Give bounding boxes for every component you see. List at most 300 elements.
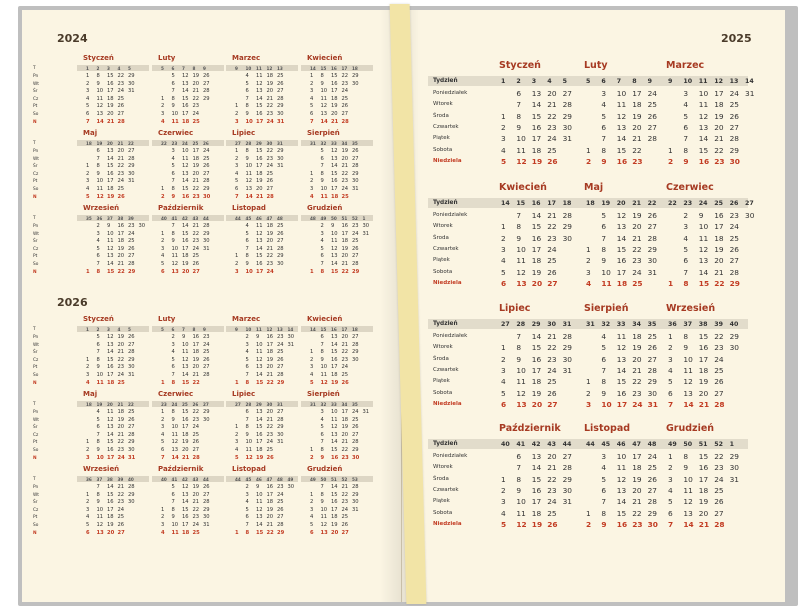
- day-label: N: [33, 455, 37, 461]
- day-cell: 28: [203, 372, 210, 378]
- day-cell: 1: [310, 268, 314, 275]
- day-cell: 5: [235, 178, 239, 185]
- day-cell: 8: [683, 145, 689, 155]
- week-number: 7: [182, 326, 185, 332]
- day-cell: 11: [96, 186, 104, 192]
- day-cell: 20: [107, 111, 114, 117]
- day-cell: 23: [192, 514, 200, 521]
- day-cell: 3: [310, 186, 314, 192]
- day-cell: 17: [698, 474, 709, 484]
- day-cell: 21: [341, 439, 349, 446]
- week-number: 34: [341, 401, 348, 407]
- day-cell: 14: [256, 416, 263, 423]
- day-cell: 27: [729, 256, 739, 266]
- day-cell: 23: [547, 485, 557, 495]
- week-number: 9: [235, 65, 238, 71]
- day-cell: 9: [516, 122, 522, 132]
- day-cell: 6: [516, 89, 522, 98]
- day-cell: 23: [632, 519, 643, 529]
- day-cell: 3: [310, 364, 314, 371]
- day-cell: 10: [683, 474, 693, 484]
- week-number: 33: [331, 401, 337, 407]
- day-cell: 15: [182, 230, 189, 237]
- day-label: N: [33, 530, 37, 536]
- month-title: Maj: [83, 390, 98, 398]
- day-cell: 4: [171, 155, 175, 162]
- week-number: 38: [117, 215, 124, 221]
- day-cell: 8: [96, 163, 100, 170]
- day-cell: 3: [86, 88, 90, 95]
- month-title: Sierpień: [584, 303, 629, 314]
- day-cell: 25: [128, 238, 135, 245]
- day-cell: 1: [310, 491, 314, 498]
- day-cell: 16: [331, 454, 339, 461]
- day-cell: 20: [117, 341, 125, 348]
- day-cell: 9: [96, 447, 100, 453]
- day-cell: 9: [171, 103, 175, 110]
- day-cell: 14: [182, 372, 189, 378]
- day-cell: 28: [128, 431, 135, 438]
- day-cell: 1: [586, 508, 591, 518]
- day-label: Wt: [33, 417, 39, 423]
- day-cell: 7: [245, 522, 249, 528]
- day-cell: 20: [266, 514, 274, 521]
- day-cell: 16: [616, 256, 627, 266]
- day-cell: 24: [341, 506, 349, 513]
- week-number: 2: [96, 326, 100, 332]
- day-cell: 15: [256, 379, 264, 386]
- day-cell: 4: [310, 372, 314, 378]
- day-cell: 17: [266, 491, 274, 498]
- day-cell: 20: [341, 334, 349, 340]
- day-cell: 14: [616, 233, 627, 243]
- day-cell: 13: [320, 529, 328, 536]
- day-cell: 17: [182, 245, 189, 252]
- day-cell: 30: [128, 80, 135, 87]
- day-cell: 6: [683, 256, 689, 266]
- day-cell: 18: [182, 118, 190, 125]
- week-number: 16: [331, 326, 337, 332]
- day-cell: 2: [310, 356, 314, 363]
- day-cell: 25: [547, 377, 557, 387]
- day-cell: 17: [182, 111, 189, 117]
- day-label: Niedziela: [433, 157, 462, 164]
- day-cell: 7: [171, 372, 175, 378]
- day-cell: 9: [245, 111, 249, 117]
- day-cell: 29: [128, 491, 135, 498]
- day-cell: 14: [331, 439, 338, 446]
- week-number: 36: [86, 476, 92, 482]
- day-cell: 23: [714, 156, 725, 166]
- day-cell: 27: [128, 148, 135, 154]
- day-cell: 20: [698, 388, 709, 398]
- day-cell: 26: [192, 439, 200, 446]
- day-cell: 3: [96, 230, 100, 237]
- day-cell: 11: [96, 379, 104, 386]
- day-cell: 18: [266, 73, 274, 79]
- day-cell: 6: [86, 529, 90, 536]
- day-cell: 13: [107, 148, 114, 154]
- month-title: Lipiec: [499, 303, 531, 314]
- week-number: 49: [668, 440, 677, 448]
- day-cell: 30: [647, 388, 657, 398]
- week-number: 40: [501, 440, 510, 448]
- day-cell: 13: [698, 256, 709, 266]
- day-cell: 4: [96, 409, 100, 415]
- week-number: 2: [96, 65, 100, 71]
- day-cell: 20: [256, 186, 263, 192]
- day-cell: 14: [182, 223, 189, 229]
- day-cell: 23: [729, 211, 739, 220]
- day-cell: 23: [117, 447, 125, 453]
- week-number: 29: [256, 401, 262, 407]
- day-cell: 25: [729, 100, 739, 110]
- day-cell: 27: [277, 514, 284, 521]
- day-label: Pn: [33, 410, 39, 415]
- day-cell: 8: [683, 452, 689, 461]
- day-cell: 2: [668, 343, 673, 353]
- day-label: Sobota: [433, 509, 453, 516]
- month-title: Styczeń: [499, 60, 541, 71]
- day-cell: 22: [192, 506, 200, 513]
- day-cell: 18: [714, 100, 724, 110]
- week-number: 31: [277, 140, 283, 146]
- day-cell: 22: [192, 230, 200, 237]
- day-cell: 6: [245, 514, 249, 521]
- day-cell: 25: [277, 349, 284, 356]
- week-number: 18: [352, 326, 358, 332]
- day-cell: 26: [341, 103, 349, 110]
- day-cell: 7: [516, 463, 522, 473]
- week-number: 11: [698, 77, 708, 85]
- day-cell: 27: [352, 334, 359, 340]
- day-cell: 6: [320, 155, 324, 162]
- day-cell: 11: [683, 485, 693, 495]
- day-cell: 11: [601, 278, 612, 288]
- month-title: Lipiec: [232, 129, 256, 137]
- week-number: 33: [616, 320, 626, 328]
- day-cell: 23: [192, 238, 200, 245]
- day-cell: 17: [331, 506, 338, 513]
- day-cell: 4: [320, 416, 324, 423]
- day-cell: 12: [683, 497, 693, 507]
- day-label: N: [33, 269, 37, 275]
- day-cell: 3: [601, 452, 607, 461]
- day-cell: 9: [698, 211, 704, 220]
- day-cell: 26: [277, 356, 284, 363]
- day-cell: 21: [192, 178, 200, 185]
- day-cell: 14: [256, 522, 263, 528]
- day-cell: 5: [245, 356, 249, 363]
- day-cell: 27: [128, 341, 135, 348]
- day-cell: 19: [714, 111, 724, 121]
- day-cell: 11: [107, 409, 114, 415]
- week-number: 7: [182, 65, 185, 71]
- day-cell: 18: [182, 253, 189, 260]
- day-cell: 21: [547, 332, 557, 341]
- day-cell: 23: [266, 431, 274, 438]
- day-cell: 24: [714, 474, 724, 484]
- day-cell: 19: [266, 506, 274, 513]
- month-title: Styczeń: [83, 54, 114, 62]
- day-cell: 30: [562, 122, 572, 132]
- day-cell: 24: [203, 148, 210, 154]
- day-cell: 21: [547, 463, 557, 473]
- day-cell: 20: [192, 364, 200, 371]
- day-cell: 30: [128, 499, 135, 506]
- day-cell: 24: [128, 230, 135, 237]
- day-cell: 4: [235, 447, 239, 453]
- day-cell: 28: [203, 223, 210, 229]
- day-cell: 24: [192, 522, 200, 528]
- day-cell: 24: [729, 222, 739, 232]
- day-cell: 8: [516, 474, 522, 484]
- day-cell: 29: [729, 278, 740, 288]
- day-cell: 6: [235, 186, 239, 192]
- day-cell: 13: [616, 485, 627, 495]
- day-cell: 2: [161, 416, 165, 423]
- week-number: 40: [161, 215, 167, 221]
- day-cell: 15: [331, 447, 338, 453]
- day-cell: 14: [107, 155, 114, 162]
- day-cell: 28: [277, 372, 284, 378]
- week-number: 9: [647, 77, 652, 85]
- week-number: 50: [320, 476, 327, 482]
- day-cell: 7: [320, 439, 324, 446]
- day-cell: 10: [256, 341, 263, 348]
- day-cell: 10: [256, 491, 263, 498]
- day-label: Pn: [33, 224, 39, 229]
- day-cell: 8: [516, 111, 522, 121]
- day-cell: 1: [310, 447, 314, 453]
- day-cell: 5: [245, 80, 249, 87]
- day-cell: 14: [182, 178, 189, 185]
- day-cell: 16: [531, 122, 542, 132]
- day-label: Cz: [33, 507, 39, 513]
- day-cell: 9: [320, 454, 325, 461]
- day-cell: 1: [235, 148, 239, 154]
- day-cell: 12: [96, 193, 104, 200]
- day-cell: 6: [601, 122, 607, 132]
- day-cell: 27: [647, 354, 657, 364]
- day-cell: 18: [192, 155, 200, 162]
- day-label: So: [33, 187, 39, 192]
- day-cell: 17: [107, 506, 114, 513]
- day-cell: 1: [668, 278, 674, 288]
- day-cell: 8: [245, 148, 249, 154]
- day-cell: 31: [562, 497, 572, 507]
- day-cell: 4: [601, 332, 607, 341]
- day-cell: 24: [203, 341, 210, 348]
- day-cell: 12: [698, 111, 709, 121]
- day-cell: 26: [192, 261, 200, 267]
- day-cell: 2: [310, 454, 314, 461]
- week-number: 46: [256, 215, 262, 221]
- day-cell: 6: [96, 341, 100, 348]
- day-cell: 10: [683, 354, 693, 364]
- day-label: Pn: [33, 485, 39, 490]
- day-cell: 28: [277, 245, 284, 252]
- day-cell: 25: [714, 365, 724, 375]
- month-title: Sierpień: [307, 129, 340, 137]
- day-cell: 7: [96, 349, 100, 356]
- day-cell: 12: [616, 474, 627, 484]
- day-cell: 24: [192, 111, 200, 117]
- day-cell: 19: [632, 211, 642, 220]
- day-cell: 21: [632, 233, 642, 243]
- week-number: 24: [182, 140, 188, 146]
- day-cell: 16: [266, 484, 274, 490]
- right-page: [402, 10, 785, 602]
- day-cell: 17: [266, 341, 274, 348]
- day-cell: 14: [182, 88, 189, 95]
- day-cell: 16: [107, 499, 114, 506]
- day-cell: 21: [192, 223, 200, 229]
- day-cell: 31: [277, 163, 284, 170]
- day-cell: 19: [331, 103, 338, 110]
- day-cell: 7: [171, 88, 175, 95]
- day-cell: 5: [96, 245, 100, 252]
- day-cell: 23: [632, 388, 642, 398]
- week-number: 37: [683, 320, 693, 328]
- day-cell: 22: [547, 343, 557, 353]
- month-title: Luty: [158, 54, 176, 62]
- day-cell: 22: [266, 529, 274, 536]
- day-label: T: [33, 65, 36, 71]
- day-cell: 21: [117, 431, 125, 438]
- day-cell: 6: [96, 148, 100, 154]
- week-number: 3: [531, 77, 537, 85]
- day-cell: 19: [698, 377, 709, 387]
- day-cell: 18: [117, 238, 125, 245]
- day-cell: 2: [310, 178, 314, 185]
- day-label: T: [33, 476, 36, 482]
- day-cell: 27: [277, 409, 284, 415]
- day-label: Piątek: [433, 378, 450, 385]
- day-cell: 4: [320, 238, 324, 245]
- day-cell: 14: [107, 431, 114, 438]
- week-number: 25: [192, 140, 199, 146]
- day-cell: 12: [320, 379, 328, 386]
- day-cell: 21: [266, 416, 274, 423]
- day-cell: 23: [341, 80, 349, 87]
- week-number: 50: [331, 215, 337, 221]
- day-cell: 25: [632, 278, 643, 288]
- day-cell: 17: [531, 365, 542, 375]
- day-cell: 7: [171, 499, 175, 506]
- day-cell: 1: [161, 95, 165, 102]
- day-label: Sobota: [433, 146, 453, 153]
- day-cell: 19: [698, 497, 709, 507]
- day-cell: 9: [245, 431, 249, 438]
- day-cell: 9: [245, 155, 249, 162]
- day-cell: 8: [96, 73, 100, 79]
- day-cell: 30: [647, 256, 657, 266]
- day-cell: 22: [266, 253, 274, 260]
- day-cell: 20: [266, 88, 274, 95]
- day-cell: 29: [277, 424, 284, 431]
- week-number: 8: [192, 65, 196, 71]
- day-cell: 12: [96, 522, 104, 528]
- day-cell: 2: [320, 223, 324, 229]
- day-cell: 14: [616, 365, 627, 375]
- day-cell: 19: [266, 356, 274, 363]
- day-cell: 24: [632, 267, 642, 277]
- day-cell: 13: [331, 431, 338, 438]
- day-cell: 24: [647, 89, 657, 98]
- week-number: 9: [203, 65, 206, 71]
- day-cell: 2: [86, 80, 90, 87]
- day-cell: 21: [331, 118, 339, 125]
- day-cell: 21: [714, 267, 724, 277]
- day-cell: 25: [352, 416, 359, 423]
- day-cell: 11: [171, 529, 179, 536]
- day-cell: 20: [331, 111, 338, 117]
- day-cell: 27: [547, 278, 558, 288]
- day-cell: 4: [245, 223, 249, 229]
- day-cell: 12: [516, 156, 527, 166]
- week-number: 27: [203, 401, 209, 407]
- week-number: 26: [203, 140, 209, 146]
- day-cell: 11: [171, 253, 179, 260]
- day-cell: 19: [192, 73, 200, 79]
- day-cell: 30: [203, 238, 210, 245]
- day-cell: 2: [235, 155, 239, 162]
- day-cell: 28: [352, 439, 359, 446]
- day-cell: 17: [331, 186, 338, 192]
- day-cell: 14: [331, 341, 338, 348]
- day-label: So: [33, 112, 39, 117]
- day-cell: 2: [586, 156, 592, 166]
- day-cell: 3: [161, 522, 165, 528]
- day-cell: 9: [601, 388, 607, 398]
- day-cell: 9: [182, 334, 186, 340]
- day-cell: 12: [256, 506, 263, 513]
- month-title: Kwiecień: [307, 315, 343, 323]
- month-title: Lipiec: [232, 390, 256, 398]
- day-cell: 14: [616, 497, 627, 507]
- week-number: 28: [516, 320, 526, 328]
- day-cell: 1: [235, 379, 239, 386]
- day-cell: 20: [117, 253, 125, 260]
- day-cell: 3: [86, 506, 90, 513]
- day-cell: 25: [547, 508, 557, 518]
- day-cell: 27: [203, 491, 210, 498]
- day-cell: 1: [668, 145, 673, 155]
- week-number: 48: [647, 440, 657, 448]
- day-cell: 4: [586, 278, 592, 288]
- day-cell: 13: [616, 222, 627, 232]
- day-cell: 9: [683, 343, 689, 353]
- day-cell: 5: [668, 377, 673, 387]
- day-cell: 9: [256, 334, 260, 340]
- day-cell: 21: [632, 365, 642, 375]
- day-cell: 14: [107, 484, 114, 490]
- day-cell: 8: [245, 103, 249, 110]
- day-cell: 23: [341, 178, 349, 185]
- day-cell: 14: [698, 134, 709, 144]
- week-number: 5: [161, 65, 164, 71]
- day-cell: 23: [341, 499, 349, 506]
- day-cell: 7: [171, 178, 175, 185]
- day-cell: 30: [647, 519, 658, 529]
- day-cell: 22: [547, 222, 557, 232]
- day-cell: 9: [171, 193, 176, 200]
- day-cell: 22: [714, 452, 724, 461]
- day-cell: 24: [341, 88, 349, 95]
- day-cell: 16: [531, 233, 542, 243]
- week-number: 4: [547, 77, 552, 85]
